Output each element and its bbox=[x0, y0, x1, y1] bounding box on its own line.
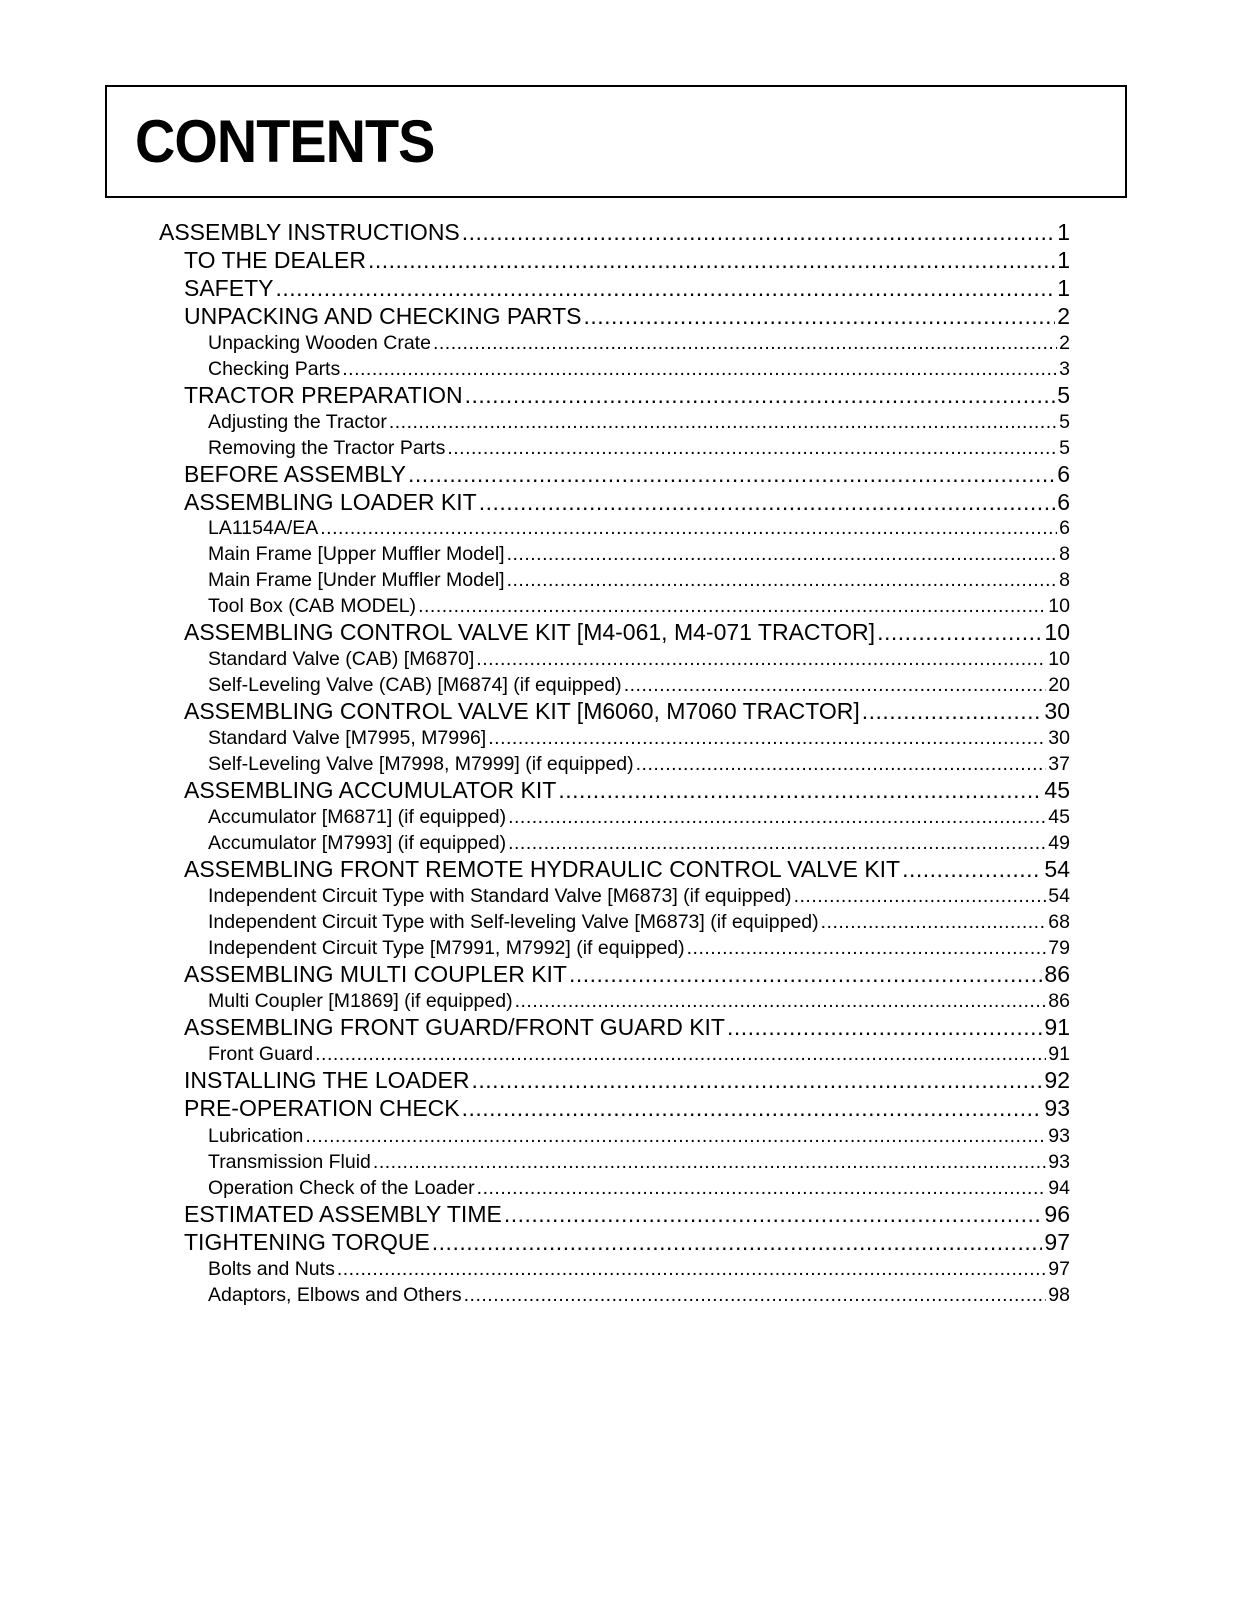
toc-entry-page-number: 3 bbox=[1059, 358, 1070, 380]
toc-entry-page-number: 1 bbox=[1057, 219, 1070, 245]
toc-entry[interactable] bbox=[184, 961, 1070, 988]
toc-entry-page-number: 2 bbox=[1059, 332, 1070, 354]
toc-entry[interactable] bbox=[208, 804, 1070, 830]
toc-entry-label: Accumulator [M6871] (if equipped) bbox=[208, 806, 507, 828]
toc-entry-label: ASSEMBLING CONTROL VALVE KIT [M4-061, M4-071 TRACTOR] bbox=[184, 619, 876, 645]
toc-entry-label: Standard Valve [M7995, M7996] bbox=[208, 727, 487, 749]
toc-entry[interactable] bbox=[184, 247, 1070, 274]
toc-dot-leader bbox=[418, 593, 1046, 619]
toc-dot-leader bbox=[476, 646, 1046, 672]
toc-dot-leader bbox=[862, 698, 1043, 725]
toc-entry[interactable] bbox=[208, 356, 1070, 382]
toc-entry-page-number: 45 bbox=[1048, 806, 1070, 828]
toc-entry[interactable] bbox=[184, 489, 1070, 516]
toc-entry-label: ASSEMBLING MULTI COUPLER KIT bbox=[184, 961, 567, 987]
toc-dot-leader bbox=[315, 1041, 1046, 1067]
toc-dot-leader bbox=[373, 1149, 1046, 1175]
toc-entry[interactable] bbox=[208, 830, 1070, 856]
toc-entry-label: ASSEMBLING FRONT GUARD/FRONT GUARD KIT bbox=[184, 1014, 725, 1040]
toc-entry[interactable] bbox=[184, 461, 1070, 488]
toc-dot-leader bbox=[432, 1229, 1043, 1256]
toc-entry-page-number: 93 bbox=[1048, 1125, 1070, 1147]
toc-dot-leader bbox=[508, 804, 1046, 830]
toc-entry[interactable] bbox=[208, 1256, 1070, 1282]
toc-entry-label: Main Frame [Under Muffler Model] bbox=[208, 569, 505, 591]
toc-entry-label: Front Guard bbox=[208, 1043, 314, 1065]
toc-entry-page-number: 97 bbox=[1048, 1258, 1070, 1280]
toc-entry-page-number: 86 bbox=[1044, 961, 1070, 987]
toc-entry[interactable] bbox=[159, 219, 1070, 246]
toc-dot-leader bbox=[507, 567, 1058, 593]
toc-entry[interactable] bbox=[184, 1229, 1070, 1256]
toc-entry-page-number: 37 bbox=[1048, 753, 1070, 775]
toc-entry[interactable] bbox=[208, 1282, 1070, 1308]
toc-entry[interactable] bbox=[208, 1175, 1070, 1201]
page-title: CONTENTS bbox=[135, 108, 435, 175]
toc-entry-page-number: 86 bbox=[1048, 990, 1070, 1012]
toc-dot-leader bbox=[465, 382, 1056, 409]
toc-entry[interactable] bbox=[184, 777, 1070, 804]
toc-entry-label: BEFORE ASSEMBLY bbox=[184, 461, 406, 487]
toc-entry-label: ASSEMBLING ACCUMULATOR KIT bbox=[184, 777, 557, 803]
toc-entry-label: ASSEMBLING LOADER KIT bbox=[184, 489, 477, 515]
toc-entry[interactable] bbox=[208, 988, 1070, 1014]
toc-entry-page-number: 10 bbox=[1048, 648, 1070, 670]
toc-entry-label: Self-Leveling Valve (CAB) [M6874] (if equipped) bbox=[208, 674, 622, 696]
toc-dot-leader bbox=[687, 935, 1047, 961]
toc-entry[interactable] bbox=[208, 593, 1070, 619]
toc-entry-label: ASSEMBLING CONTROL VALVE KIT [M6060, M7060 TRACTOR] bbox=[184, 698, 860, 724]
toc-entry-page-number: 97 bbox=[1044, 1229, 1070, 1255]
toc-entry[interactable] bbox=[184, 1067, 1070, 1094]
toc-entry[interactable] bbox=[208, 435, 1070, 461]
toc-entry[interactable] bbox=[208, 909, 1070, 935]
toc-dot-leader bbox=[337, 1256, 1046, 1282]
toc-entry-page-number: 54 bbox=[1048, 885, 1070, 907]
toc-entry-label: Checking Parts bbox=[208, 358, 341, 380]
toc-entry-page-number: 54 bbox=[1044, 856, 1070, 882]
toc-entry[interactable] bbox=[208, 330, 1070, 356]
toc-dot-leader bbox=[515, 988, 1047, 1014]
toc-dot-leader bbox=[368, 247, 1055, 274]
toc-entry[interactable] bbox=[208, 935, 1070, 961]
toc-dot-leader bbox=[488, 725, 1046, 751]
toc-dot-leader bbox=[504, 1201, 1043, 1228]
toc-dot-leader bbox=[877, 619, 1042, 646]
toc-entry-page-number: 98 bbox=[1048, 1284, 1070, 1306]
toc-entry-label: SAFETY bbox=[184, 275, 274, 301]
toc-dot-leader bbox=[569, 961, 1042, 988]
toc-entry[interactable] bbox=[208, 725, 1070, 751]
toc-entry-page-number: 45 bbox=[1044, 777, 1070, 803]
toc-dot-leader bbox=[447, 435, 1057, 461]
toc-entry-label: Lubrication bbox=[208, 1125, 304, 1147]
toc-dot-leader bbox=[464, 1282, 1047, 1308]
toc-entry-label: Unpacking Wooden Crate bbox=[208, 332, 431, 354]
toc-entry-page-number: 49 bbox=[1048, 832, 1070, 854]
toc-entry[interactable] bbox=[208, 751, 1070, 777]
toc-entry-label: INSTALLING THE LOADER bbox=[184, 1067, 470, 1093]
toc-entry[interactable] bbox=[184, 275, 1070, 302]
toc-dot-leader bbox=[558, 777, 1042, 804]
toc-entry-label: Removing the Tractor Parts bbox=[208, 437, 446, 459]
toc-entry[interactable] bbox=[208, 515, 1070, 541]
toc-entry-label: Tool Box (CAB MODEL) bbox=[208, 595, 417, 617]
toc-dot-leader bbox=[320, 515, 1057, 541]
toc-entry[interactable] bbox=[208, 1123, 1070, 1149]
toc-dot-leader bbox=[462, 219, 1055, 246]
toc-entry[interactable] bbox=[208, 567, 1070, 593]
toc-entry-page-number: 5 bbox=[1057, 382, 1070, 408]
toc-entry-label: Independent Circuit Type with Standard Valve [M6873] (if equipped) bbox=[208, 885, 792, 907]
toc-dot-leader bbox=[477, 1175, 1047, 1201]
toc-dot-leader bbox=[636, 751, 1047, 777]
toc-entry-label: Standard Valve (CAB) [M6870] bbox=[208, 648, 475, 670]
toc-entry-page-number: 68 bbox=[1048, 911, 1070, 933]
toc-entry[interactable] bbox=[208, 646, 1070, 672]
toc-entry-label: TRACTOR PREPARATION bbox=[184, 382, 463, 408]
toc-entry-page-number: 5 bbox=[1059, 437, 1070, 459]
toc-entry-page-number: 8 bbox=[1059, 543, 1070, 565]
toc-dot-leader bbox=[794, 883, 1047, 909]
toc-dot-leader bbox=[462, 1095, 1043, 1122]
toc-entry-label: Bolts and Nuts bbox=[208, 1258, 335, 1280]
toc-entry-label: LA1154A/EA bbox=[208, 517, 319, 539]
toc-dot-leader bbox=[583, 303, 1055, 330]
toc-entry-page-number: 93 bbox=[1044, 1095, 1070, 1121]
toc-entry-label: Adjusting the Tractor bbox=[208, 411, 387, 433]
toc-entry-page-number: 30 bbox=[1044, 698, 1070, 724]
toc-entry-page-number: 1 bbox=[1057, 275, 1070, 301]
toc-dot-leader bbox=[433, 330, 1057, 356]
toc-entry-page-number: 6 bbox=[1057, 489, 1070, 515]
toc-dot-leader bbox=[507, 541, 1058, 567]
toc-entry[interactable] bbox=[208, 672, 1070, 698]
toc-entry-label: TIGHTENING TORQUE bbox=[184, 1229, 430, 1255]
toc-entry-label: ASSEMBLING FRONT REMOTE HYDRAULIC CONTROL VALVE KIT bbox=[184, 856, 901, 882]
toc-entry-page-number: 6 bbox=[1057, 461, 1070, 487]
toc-entry-page-number: 1 bbox=[1057, 247, 1070, 273]
toc-entry[interactable] bbox=[208, 1149, 1070, 1175]
toc-entry-page-number: 10 bbox=[1044, 619, 1070, 645]
toc-dot-leader bbox=[902, 856, 1042, 883]
toc-dot-leader bbox=[275, 275, 1055, 302]
toc-entry-label: Main Frame [Upper Muffler Model] bbox=[208, 543, 505, 565]
toc-entry-page-number: 93 bbox=[1048, 1151, 1070, 1173]
toc-entry[interactable] bbox=[184, 303, 1070, 330]
toc-entry-label: ESTIMATED ASSEMBLY TIME bbox=[184, 1201, 502, 1227]
toc-entry[interactable] bbox=[184, 1014, 1070, 1041]
toc-dot-leader bbox=[479, 489, 1056, 516]
toc-entry-label: Adaptors, Elbows and Others bbox=[208, 1284, 462, 1306]
toc-entry[interactable] bbox=[208, 883, 1070, 909]
toc-entry-label: Self-Leveling Valve [M7998, M7999] (if equipped) bbox=[208, 753, 634, 775]
toc-entry[interactable] bbox=[208, 409, 1070, 435]
toc-entry-page-number: 91 bbox=[1044, 1014, 1070, 1040]
toc-entry-page-number: 96 bbox=[1044, 1201, 1070, 1227]
toc-entry-page-number: 79 bbox=[1048, 937, 1070, 959]
toc-entry-page-number: 30 bbox=[1048, 727, 1070, 749]
toc-entry-label: ASSEMBLY INSTRUCTIONS bbox=[159, 219, 460, 245]
toc-entry-page-number: 5 bbox=[1059, 411, 1070, 433]
toc-entry-label: Operation Check of the Loader bbox=[208, 1177, 475, 1199]
toc-dot-leader bbox=[471, 1067, 1042, 1094]
toc-entry-page-number: 6 bbox=[1059, 517, 1070, 539]
toc-dot-leader bbox=[727, 1014, 1042, 1041]
toc-entry-label: Multi Coupler [M1869] (if equipped) bbox=[208, 990, 513, 1012]
toc-dot-leader bbox=[342, 356, 1057, 382]
toc-entry-label: Transmission Fluid bbox=[208, 1151, 371, 1173]
toc-entry[interactable] bbox=[184, 619, 1070, 646]
toc-entry-page-number: 91 bbox=[1048, 1043, 1070, 1065]
toc-entry[interactable] bbox=[184, 698, 1070, 725]
toc-entry-label: Accumulator [M7993] (if equipped) bbox=[208, 832, 507, 854]
toc-entry[interactable] bbox=[184, 856, 1070, 883]
toc-entry-label: Independent Circuit Type with Self-leveling Valve [M6873] (if equipped) bbox=[208, 911, 819, 933]
toc-entry[interactable] bbox=[184, 1201, 1070, 1228]
toc-entry[interactable] bbox=[184, 382, 1070, 409]
toc-entry-page-number: 10 bbox=[1048, 595, 1070, 617]
toc-entry-page-number: 20 bbox=[1048, 674, 1070, 696]
toc-dot-leader bbox=[821, 909, 1047, 935]
toc-entry-page-number: 8 bbox=[1059, 569, 1070, 591]
toc-entry-label: PRE-OPERATION CHECK bbox=[184, 1095, 460, 1121]
toc-entry-page-number: 92 bbox=[1044, 1067, 1070, 1093]
toc-entry-label: TO THE DEALER bbox=[184, 247, 366, 273]
toc-dot-leader bbox=[508, 830, 1046, 856]
toc-dot-leader bbox=[408, 461, 1055, 488]
toc-dot-leader bbox=[305, 1123, 1046, 1149]
toc-entry-label: UNPACKING AND CHECKING PARTS bbox=[184, 303, 582, 329]
toc-entry[interactable] bbox=[208, 1041, 1070, 1067]
toc-dot-leader bbox=[624, 672, 1047, 698]
toc-entry[interactable] bbox=[184, 1095, 1070, 1122]
toc-dot-leader bbox=[389, 409, 1057, 435]
toc-entry-page-number: 2 bbox=[1057, 303, 1070, 329]
toc-entry-page-number: 94 bbox=[1048, 1177, 1070, 1199]
toc-entry-label: Independent Circuit Type [M7991, M7992] (if equipped) bbox=[208, 937, 685, 959]
toc-entry[interactable] bbox=[208, 541, 1070, 567]
